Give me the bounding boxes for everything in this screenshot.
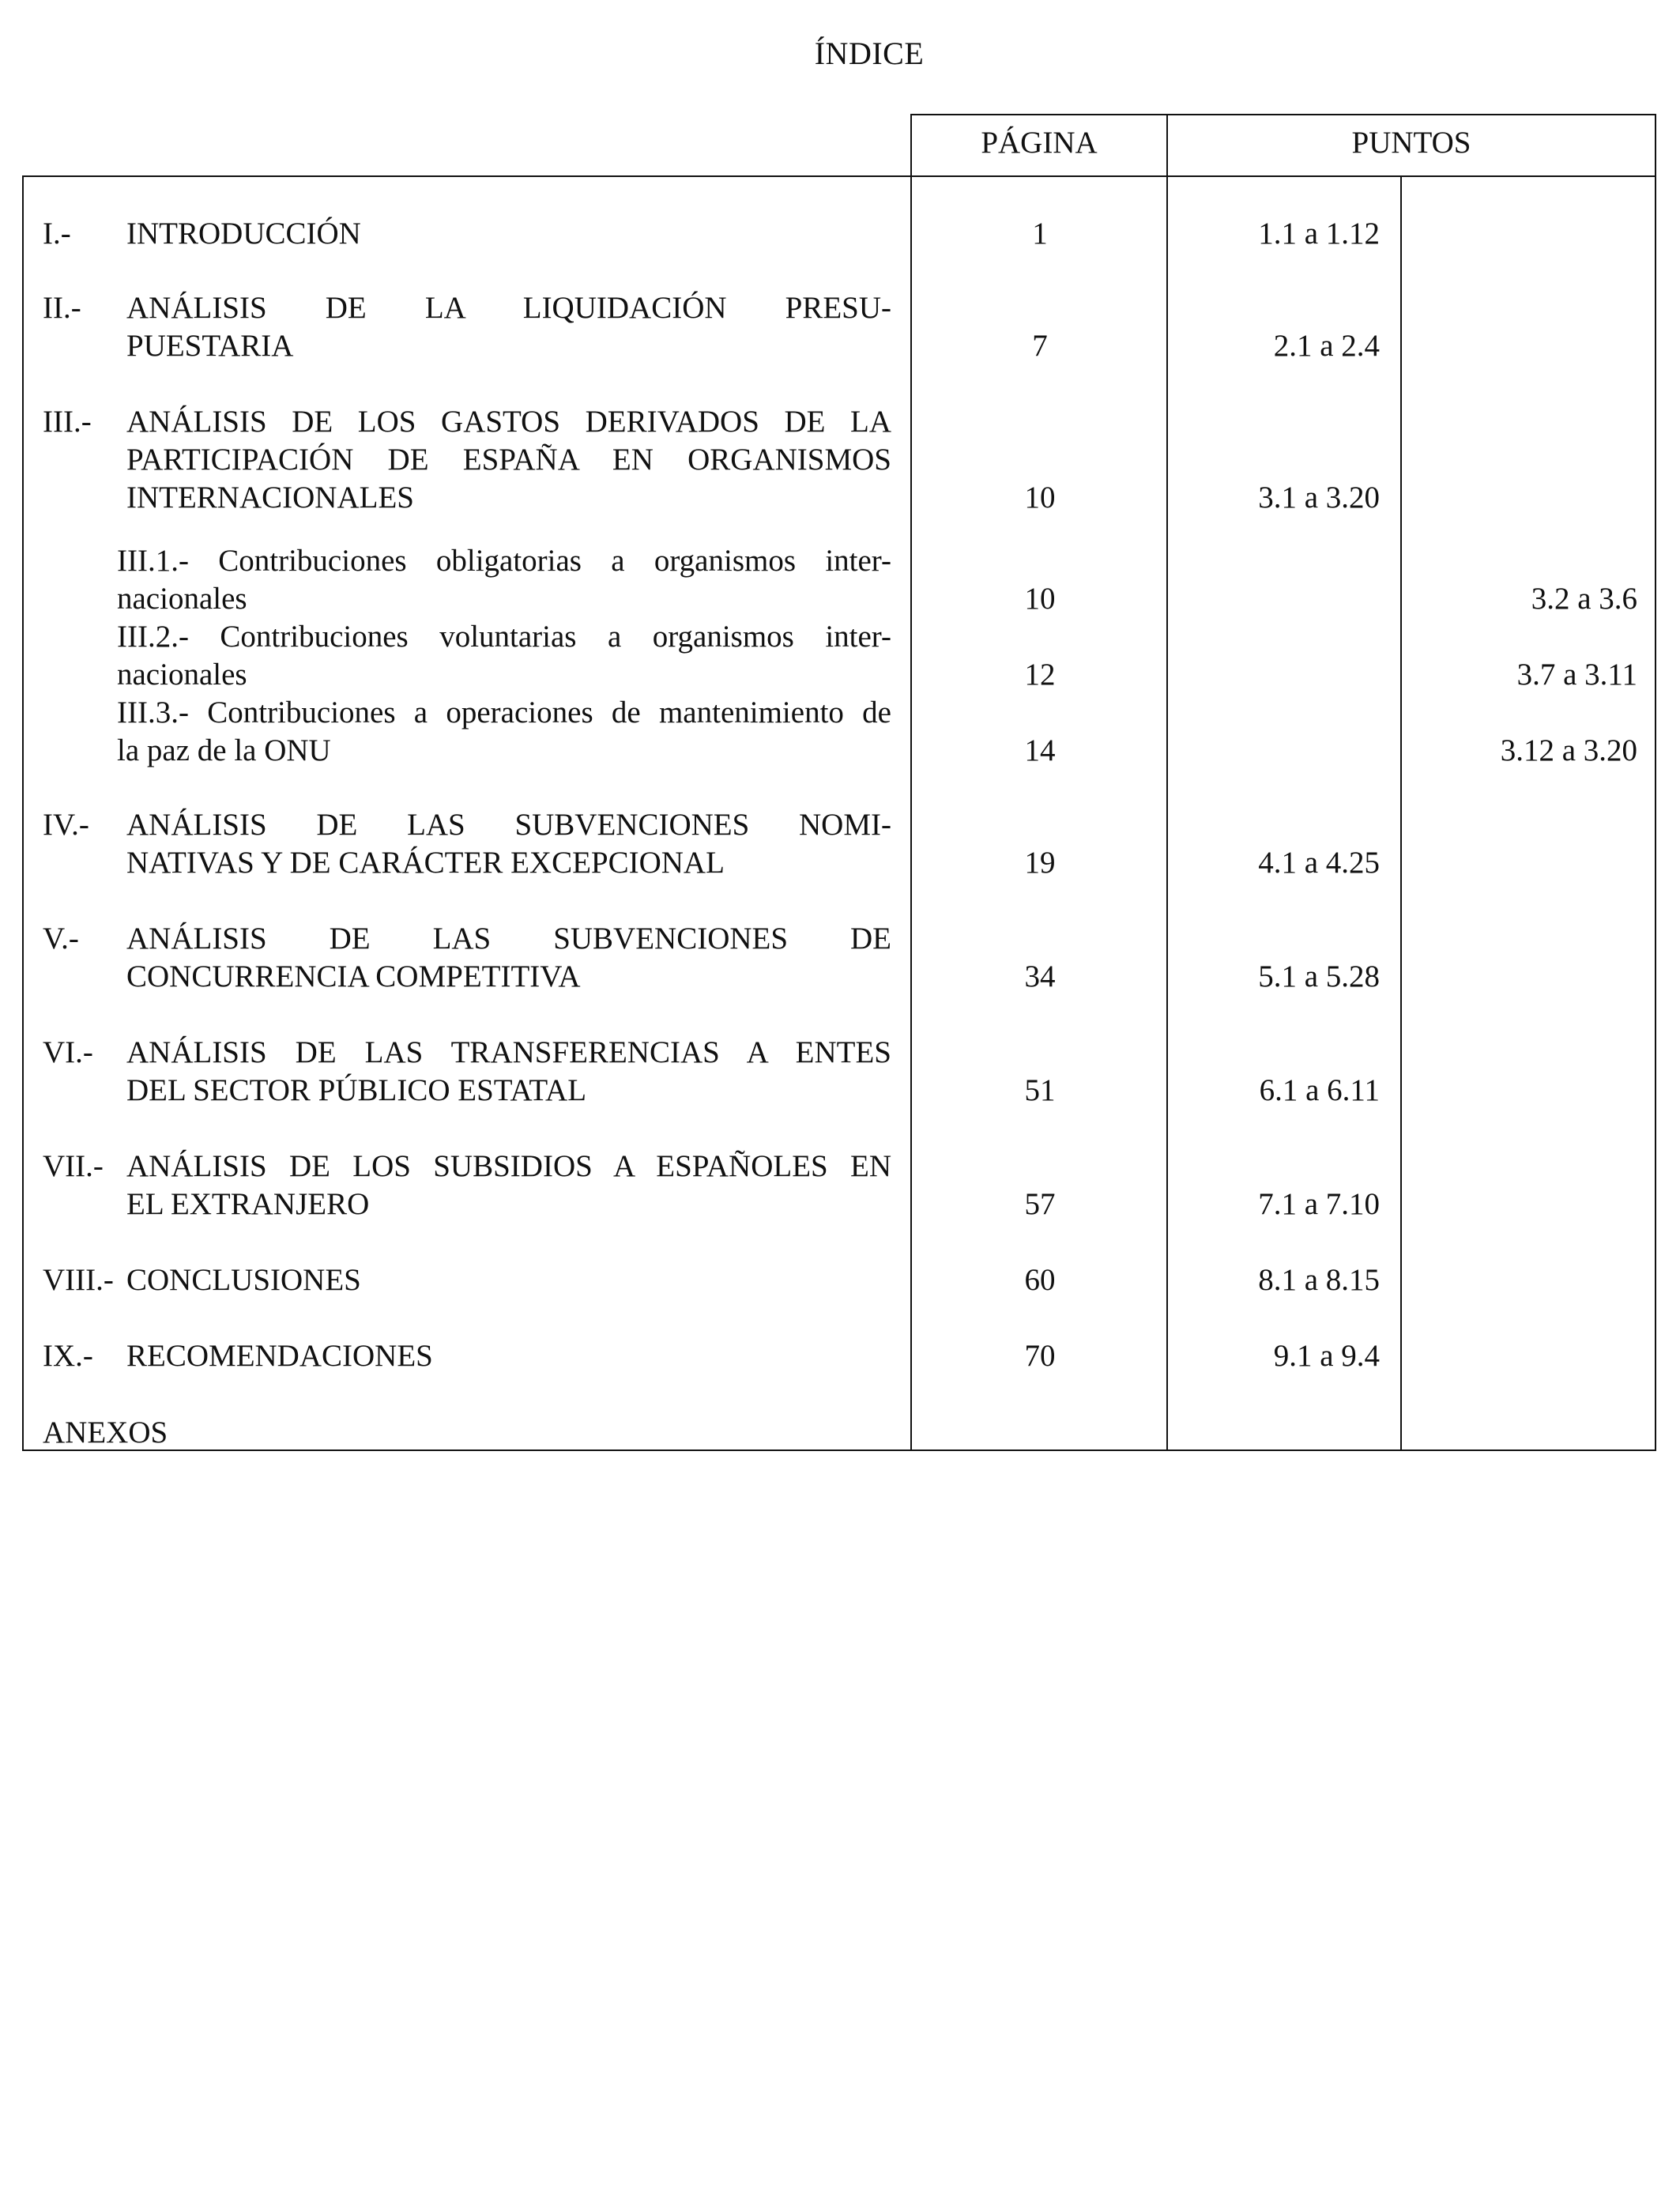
entry-title-line: CONCURRENCIA COMPETITIVA xyxy=(126,959,581,993)
entry-number: III.- xyxy=(43,405,92,439)
subentry-title-line: nacionales xyxy=(117,658,247,692)
subentry-puntos: 3.2 a 3.6 xyxy=(1531,582,1637,616)
entry-title-line: PARTICIPACIÓN DE ESPAÑA EN ORGANISMOS xyxy=(126,443,891,477)
subentry-page: 10 xyxy=(1024,582,1056,616)
entry-title xyxy=(126,1148,891,1223)
subentry-title-line: la paz de la ONU xyxy=(117,733,331,767)
entry-puntos: 9.1 a 9.4 xyxy=(1273,1339,1380,1373)
table-bottom-rule xyxy=(22,1449,1656,1451)
entry-page: 1 xyxy=(1032,217,1048,251)
subpuntos-divider xyxy=(1400,175,1402,1451)
entry-title xyxy=(126,1261,891,1299)
subentry-page: 14 xyxy=(1024,733,1056,767)
entry-page: 70 xyxy=(1024,1339,1056,1373)
entry-title-line: ANÁLISIS DE LAS TRANSFERENCIAS A ENTES xyxy=(126,1035,891,1069)
subentry-puntos: 3.7 a 3.11 xyxy=(1516,658,1637,692)
entry-title-line: PUESTARIA xyxy=(126,329,294,363)
header-bottom-rule xyxy=(22,175,1656,177)
entry-title-line: INTRODUCCIÓN xyxy=(126,217,361,251)
entry-title xyxy=(126,920,891,996)
subentry-title xyxy=(117,542,891,618)
entry-title xyxy=(126,403,891,517)
header-top-rule xyxy=(910,114,1656,115)
entry-page: 34 xyxy=(1024,959,1056,993)
entry-number: IX.- xyxy=(43,1339,93,1373)
entry-puntos: 1.1 a 1.12 xyxy=(1258,217,1380,251)
subentry-title xyxy=(117,618,891,694)
entry-title xyxy=(126,806,891,882)
entry-puntos: 5.1 a 5.28 xyxy=(1258,959,1380,993)
entry-puntos: 6.1 a 6.11 xyxy=(1259,1073,1380,1107)
subentry-title-line: III.3.- Contribuciones a operaciones de mantenimiento de xyxy=(117,696,891,729)
entry-title-line: EL EXTRANJERO xyxy=(126,1187,370,1221)
puntos-left-border xyxy=(1166,114,1168,1451)
entry-puntos: 4.1 a 4.25 xyxy=(1258,846,1380,880)
header-pagina: PÁGINA xyxy=(981,126,1098,160)
subentry-title-line: III.1.- Contribuciones obligatorias a organismos inter- xyxy=(117,544,891,578)
entry-title-line: NATIVAS Y DE CARÁCTER EXCEPCIONAL xyxy=(126,846,725,880)
subentry-puntos: 3.12 a 3.20 xyxy=(1500,733,1637,767)
entry-puntos: 8.1 a 8.15 xyxy=(1258,1263,1380,1297)
entry-number: IV.- xyxy=(43,808,89,842)
entry-title-line: CONCLUSIONES xyxy=(126,1263,361,1297)
entry-number: VII.- xyxy=(43,1149,104,1183)
entry-number: II.- xyxy=(43,291,81,325)
entry-title xyxy=(126,1034,891,1110)
entry-puntos: 2.1 a 2.4 xyxy=(1273,329,1380,363)
entry-page: 10 xyxy=(1024,481,1056,515)
left-border xyxy=(22,175,24,1451)
subentry-title xyxy=(117,694,891,770)
entry-page: 60 xyxy=(1024,1263,1056,1297)
entry-title-line: DEL SECTOR PÚBLICO ESTATAL xyxy=(126,1073,587,1107)
entry-title-line: ANÁLISIS DE LAS SUBVENCIONES DE xyxy=(126,922,891,956)
entry-title-line: ANÁLISIS DE LA LIQUIDACIÓN PRESU- xyxy=(126,291,891,325)
subentry-title-line: nacionales xyxy=(117,582,247,616)
right-border xyxy=(1655,114,1656,1451)
entry-number: V.- xyxy=(43,922,79,956)
header-puntos: PUNTOS xyxy=(1351,126,1471,160)
entry-title-line: ANÁLISIS DE LOS GASTOS DERIVADOS DE LA xyxy=(126,405,891,439)
entry-title-line: ANÁLISIS DE LOS SUBSIDIOS A ESPAÑOLES EN xyxy=(126,1149,891,1183)
entry-number: VI.- xyxy=(43,1035,93,1069)
entry-page: 7 xyxy=(1032,329,1048,363)
entry-title-line: INTERNACIONALES xyxy=(126,481,414,515)
entry-number: VIII.- xyxy=(43,1263,114,1297)
subentry-page: 12 xyxy=(1024,658,1056,692)
entry-title xyxy=(126,289,891,365)
pagina-left-border xyxy=(910,114,912,1451)
entry-page: 57 xyxy=(1024,1187,1056,1221)
entry-page: 51 xyxy=(1024,1073,1056,1107)
entry-title xyxy=(126,215,891,253)
entry-puntos: 7.1 a 7.10 xyxy=(1258,1187,1380,1221)
entry-number: I.- xyxy=(43,217,71,251)
entry-puntos: 3.1 a 3.20 xyxy=(1258,481,1380,515)
entry-page: 19 xyxy=(1024,846,1056,880)
entry-title-line: ANÁLISIS DE LAS SUBVENCIONES NOMI- xyxy=(126,808,891,842)
entry-title-line: RECOMENDACIONES xyxy=(126,1339,433,1373)
anexos-label: ANEXOS xyxy=(43,1416,168,1449)
entry-title xyxy=(126,1337,891,1375)
subentry-title-line: III.2.- Contribuciones voluntarias a organismos inter- xyxy=(117,620,891,654)
page-title: ÍNDICE xyxy=(814,36,925,71)
